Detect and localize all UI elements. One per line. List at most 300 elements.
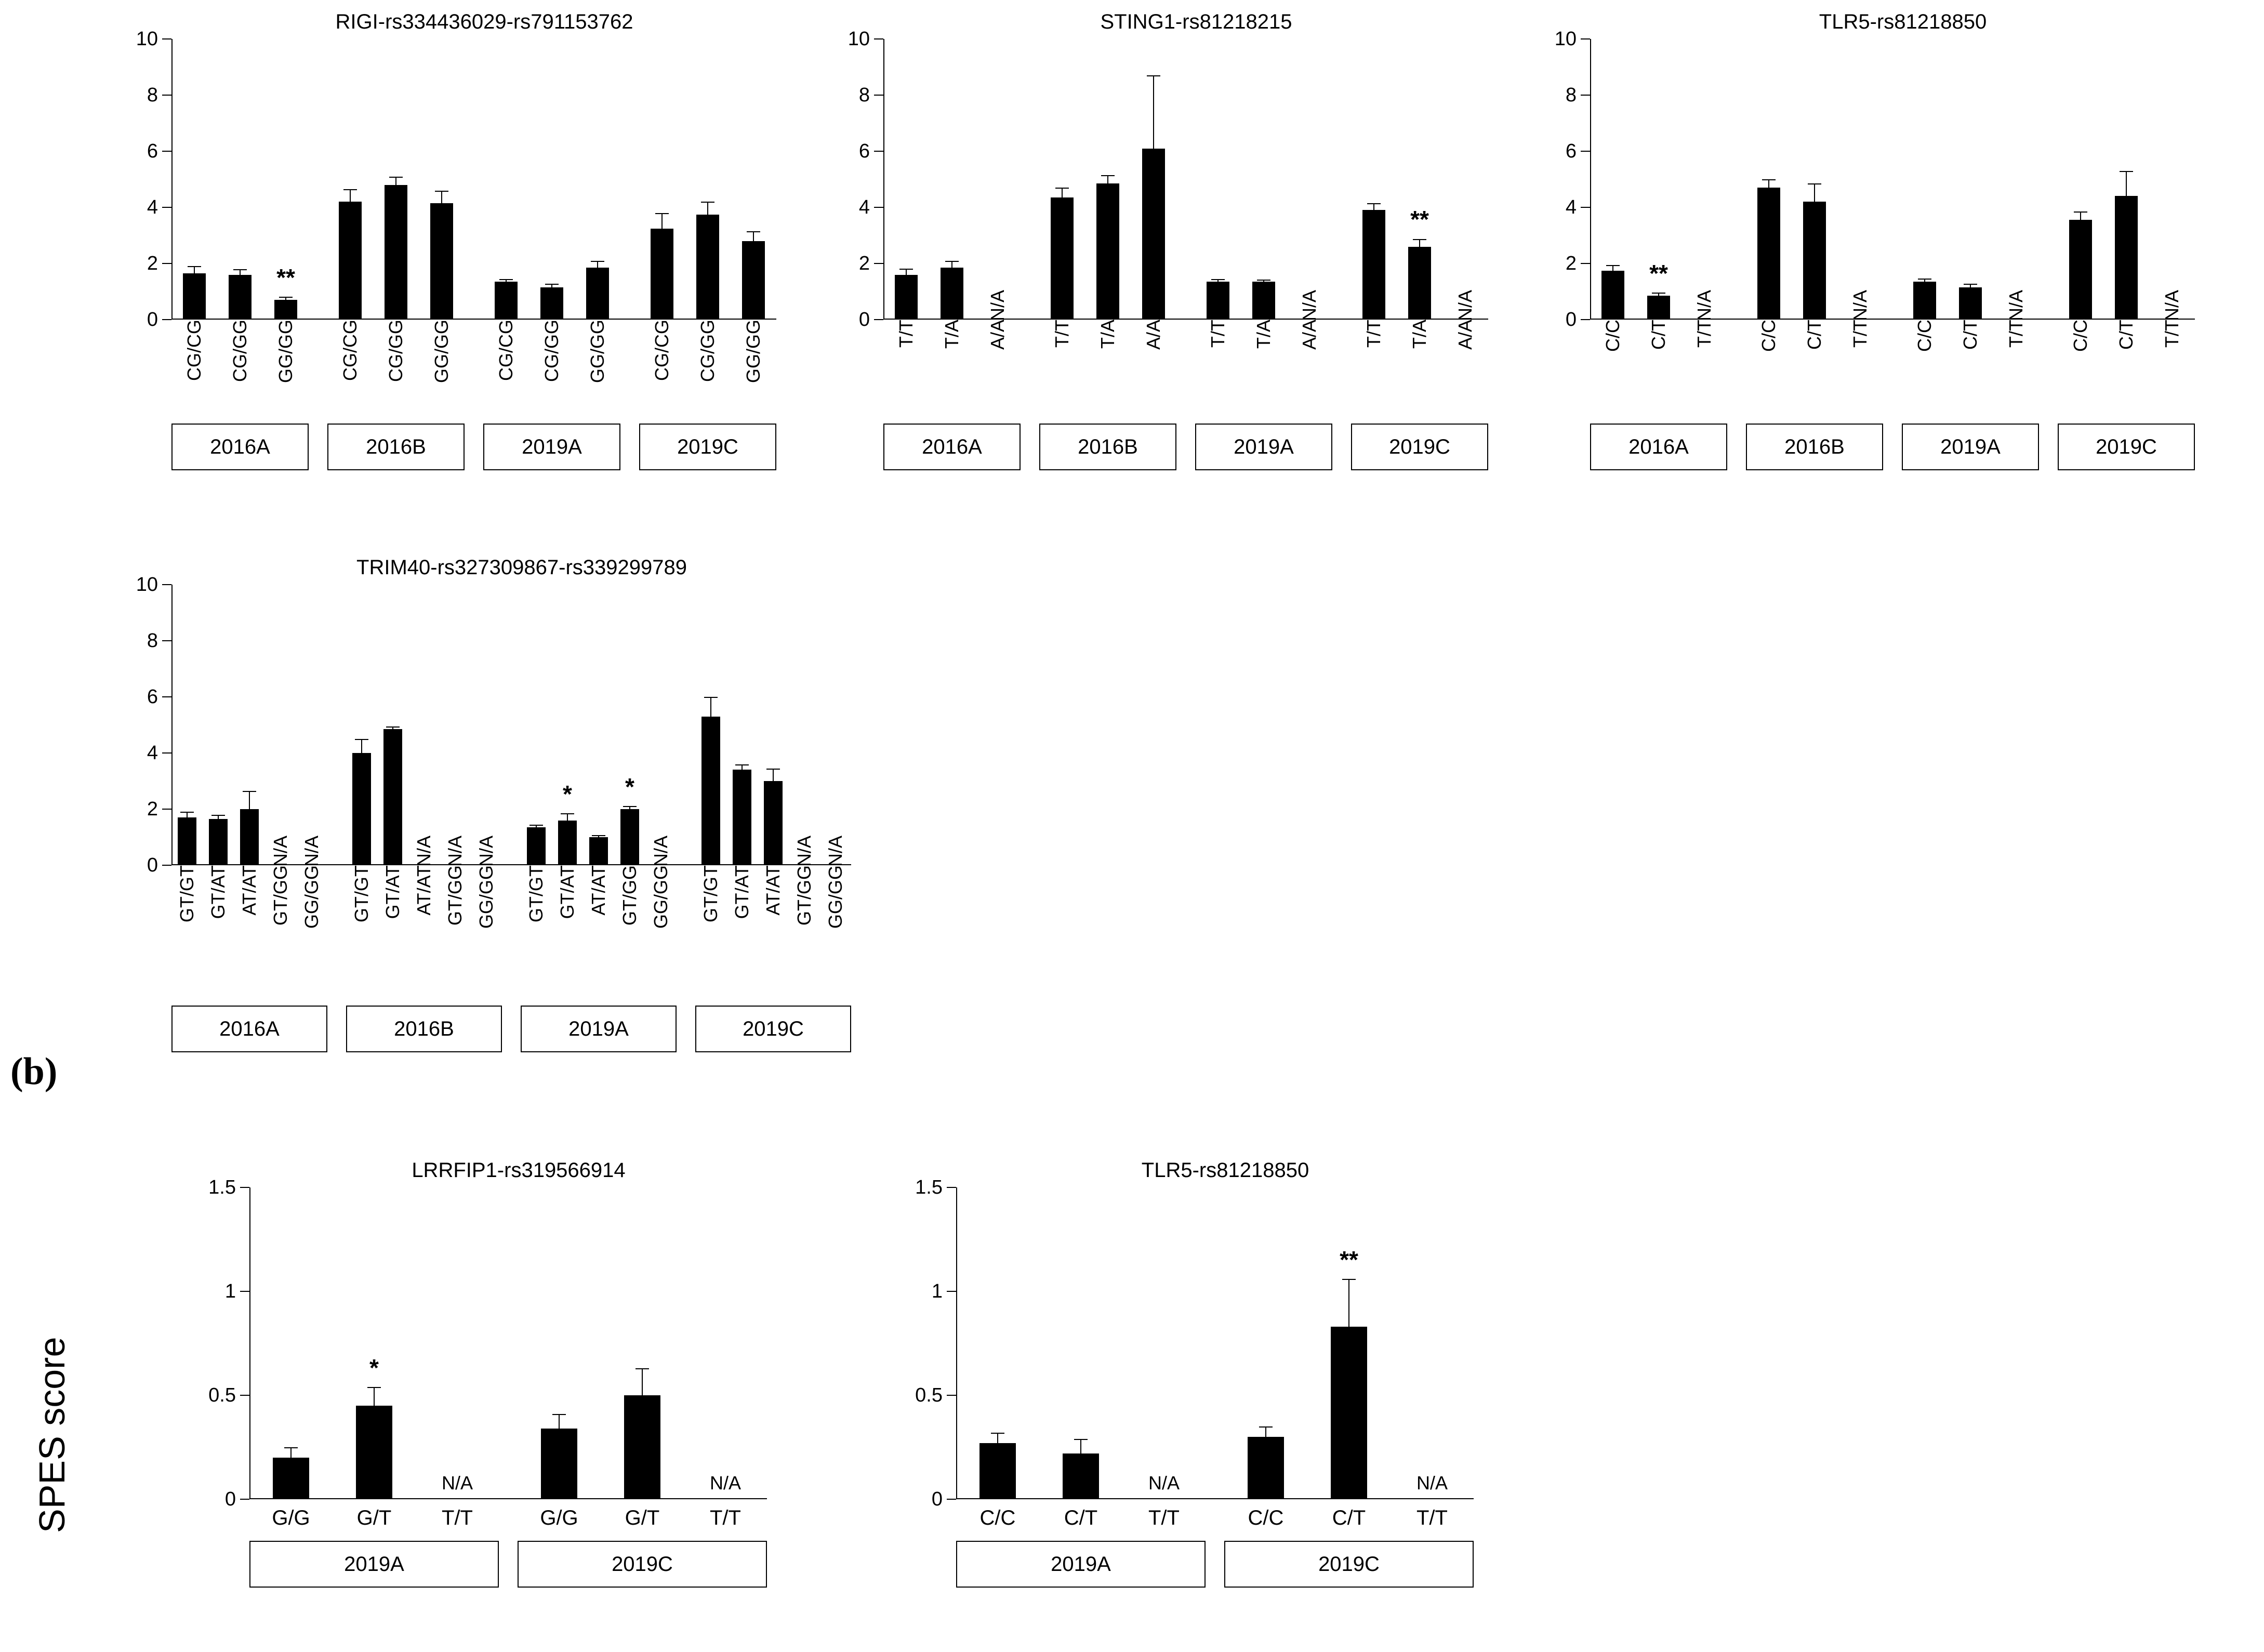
category-group [883, 320, 1021, 424]
category-group [1590, 320, 1727, 424]
y-tick-tlr5-top [1581, 319, 1590, 320]
category-label: C/T [2115, 320, 2137, 350]
bar-cell [1391, 1187, 1474, 1499]
bar-cell [1902, 39, 1948, 320]
bar [651, 229, 673, 320]
error-bar-cap [1259, 1426, 1273, 1428]
category-group [483, 320, 620, 424]
bar-cell [333, 1187, 416, 1499]
bar-cell [263, 39, 309, 320]
category-label: GT/GT [351, 865, 372, 922]
category-label: CG/CG [339, 320, 361, 381]
bars-row-tlr5-bottom [956, 1187, 1474, 1499]
error-bar [1265, 1426, 1266, 1437]
y-tick-label-tlr5-bottom: 1 [931, 1280, 943, 1302]
error-bar-cap [591, 261, 604, 262]
bar [624, 1395, 660, 1499]
bar [274, 300, 297, 320]
error-bar-cap [1367, 203, 1381, 204]
category-label-cell [1792, 320, 1837, 424]
y-tick-label-trim40: 10 [136, 574, 158, 596]
bar [696, 215, 719, 320]
bar [430, 203, 453, 320]
category-label: GT/GT [176, 865, 197, 922]
error-bar-cap [545, 284, 559, 285]
category-label: C/T [1064, 1506, 1098, 1529]
bar-cell [217, 39, 263, 320]
category-label: GG/GG [301, 865, 322, 929]
category-label-cell [416, 1499, 499, 1541]
category-label-cell [1442, 320, 1488, 424]
error-bar-cap [343, 189, 357, 190]
group-label-2016B: 2016B [346, 1006, 502, 1052]
bar-cell [203, 585, 234, 865]
category-label: AT/AT [413, 865, 434, 916]
y-tick-sting1 [874, 263, 883, 264]
significance-marker: ** [1649, 259, 1668, 287]
bar-cell [529, 39, 575, 320]
category-label-cell [1902, 320, 1948, 424]
na-label: N/A [650, 835, 671, 867]
group-label-2016B: 2016B [1746, 424, 1883, 470]
category-label-cell [263, 320, 309, 424]
bar [1959, 287, 1982, 320]
category-label: AT/AT [239, 865, 260, 916]
bar-cell [695, 585, 726, 865]
bar-cell [416, 1187, 499, 1499]
chart-panel-tlr5-bottom [915, 1159, 1536, 1588]
y-tick-label-tlr5-top: 2 [1565, 253, 1577, 274]
group-label-2019A: 2019A [956, 1541, 1206, 1588]
significance-marker: * [563, 781, 572, 808]
bar-cell [521, 585, 552, 865]
error-bar [1348, 1279, 1349, 1327]
y-tick-sting1 [874, 207, 883, 208]
group-label-2016A: 2016A [1590, 424, 1727, 470]
bar [383, 729, 402, 865]
category-label-cell [1224, 1499, 1307, 1541]
category-label-cell [614, 865, 645, 1006]
bar [178, 817, 196, 865]
error-bar [1768, 179, 1769, 188]
significance-marker: ** [276, 263, 295, 291]
category-group [346, 865, 502, 1006]
category-group [695, 865, 851, 1006]
error-bar [597, 261, 598, 268]
bar [495, 282, 518, 320]
chart-title-tlr5-bottom: TLR5-rs81218850 [1141, 1159, 1309, 1182]
bar-cell [2103, 39, 2149, 320]
error-bar-cap [1808, 183, 1821, 184]
category-label: GT/GG [619, 865, 640, 926]
y-tick-tlr5-top [1581, 95, 1590, 96]
error-bar-cap [233, 269, 247, 270]
y-tick-trim40 [162, 752, 171, 754]
plot-area-rigi [136, 28, 776, 331]
category-label-cell [1391, 1499, 1474, 1541]
na-label: N/A [825, 835, 846, 867]
significance-marker: ** [1340, 1246, 1358, 1273]
group-label-2019A: 2019A [1195, 424, 1332, 470]
error-bar-cap [623, 806, 637, 807]
category-label: GG/GG [743, 320, 764, 384]
bar [2115, 196, 2138, 320]
bar-cell [1224, 1187, 1307, 1499]
category-label-cell [1590, 320, 1636, 424]
category-label-cell [1307, 1499, 1391, 1541]
significance-marker: * [369, 1354, 379, 1381]
na-label: N/A [301, 835, 322, 867]
category-label: T/A [941, 320, 962, 349]
bar-cell [758, 585, 789, 865]
error-bar-cap [2074, 212, 2087, 213]
na-label: N/A [1416, 1472, 1448, 1494]
category-label-cell [217, 320, 263, 424]
bar [240, 809, 259, 865]
bar-cell [249, 1187, 333, 1499]
y-tick-label-trim40: 0 [147, 854, 158, 876]
bar-cell [2058, 39, 2103, 320]
category-label: T/A [1253, 320, 1274, 349]
category-label-cell [171, 320, 217, 424]
plot-area-tlr5-top [1554, 28, 2195, 331]
bar-cell [1195, 39, 1241, 320]
category-label-cell [521, 865, 552, 1006]
bar [2069, 220, 2092, 320]
y-tick-rigi [162, 95, 171, 96]
bar-group-2016B [1039, 39, 1176, 320]
bar-cell [327, 39, 373, 320]
bar-cell [265, 585, 296, 865]
na-label: N/A [1454, 289, 1476, 322]
category-label: G/T [356, 1506, 392, 1529]
error-bar-cap [1055, 188, 1069, 189]
error-bar [395, 177, 396, 185]
error-bar [361, 739, 362, 753]
category-label: GG/GG [587, 320, 608, 384]
error-bar-cap [1652, 293, 1665, 294]
bar-group-2016B [327, 39, 465, 320]
y-tick-label-sting1: 6 [858, 140, 870, 162]
y-tick-rigi [162, 207, 171, 208]
bar [1248, 1437, 1284, 1499]
error-bar-cap [747, 231, 760, 232]
bar-group-2019C [1224, 1187, 1474, 1499]
category-label-cell [377, 865, 408, 1006]
error-bar [997, 1433, 998, 1443]
category-label-cell [1993, 320, 2039, 424]
category-group [1039, 320, 1176, 424]
bar-cell [471, 585, 502, 865]
bar-cell [645, 585, 677, 865]
bar-cell [1085, 39, 1131, 320]
category-label: T/T [710, 1506, 741, 1529]
bar [339, 202, 362, 320]
bar-cell [731, 39, 776, 320]
error-bar-cap [243, 791, 256, 792]
category-label-cell [234, 865, 265, 1006]
plot-area-trim40 [136, 574, 851, 876]
error-bar-cap [945, 261, 959, 262]
category-label: CG/GG [385, 320, 406, 382]
error-bar [1373, 203, 1374, 210]
y-tick-lrrfip1 [240, 1499, 249, 1500]
bars-row-lrrfip1 [249, 1187, 767, 1499]
category-label: GT/GG [793, 865, 815, 926]
y-tick-label-rigi: 8 [147, 84, 158, 106]
y-tick-sting1 [874, 151, 883, 152]
bar [701, 717, 720, 865]
chart-panel-trim40 [136, 556, 913, 1052]
category-label-cell [1351, 320, 1397, 424]
y-tick-trim40 [162, 865, 171, 866]
category-label-cell [171, 865, 203, 1006]
y-tick-tlr5-bottom [947, 1291, 956, 1292]
y-tick-label-sting1: 4 [858, 196, 870, 218]
plot-area-sting1 [848, 28, 1488, 331]
y-tick-tlr5-bottom [947, 1187, 956, 1188]
chart-title-tlr5-top: TLR5-rs81218850 [1819, 10, 1987, 33]
category-label-cell [789, 865, 820, 1006]
y-tick-label-tlr5-top: 10 [1554, 28, 1577, 50]
error-bar [374, 1387, 375, 1406]
category-label-cell [684, 1499, 767, 1541]
bars-row-trim40 [171, 585, 851, 865]
y-tick-rigi [162, 263, 171, 264]
na-label: N/A [1299, 289, 1320, 322]
category-label: T/T [2161, 320, 2182, 348]
error-bar [441, 191, 442, 203]
bar-group-2016A [171, 585, 327, 865]
error-bar-cap [655, 213, 669, 214]
category-label: C/C [1248, 1506, 1284, 1529]
bar-cell [685, 39, 731, 320]
bar-cell [575, 39, 620, 320]
error-bar [661, 213, 663, 229]
bar [1757, 188, 1780, 320]
category-label-cell [1682, 320, 1727, 424]
y-tick-tlr5-top [1581, 263, 1590, 264]
na-label: N/A [441, 1472, 473, 1494]
chart-title-trim40: TRIM40-rs327309867-rs339299789 [356, 556, 687, 579]
y-tick-label-tlr5-bottom: 0 [931, 1488, 943, 1510]
category-label: C/T [1332, 1506, 1366, 1529]
bar-cell [1837, 39, 1883, 320]
category-label-cell [1837, 320, 1883, 424]
bar-cell [1792, 39, 1837, 320]
group-labels-tlr5-top [1590, 424, 2195, 470]
bar [541, 1429, 577, 1499]
group-label-2016A: 2016A [171, 1006, 327, 1052]
category-labels-lrrfip1 [249, 1499, 767, 1541]
y-tick-label-sting1: 8 [858, 84, 870, 106]
error-bar-cap [180, 812, 194, 813]
bar-cell [1122, 1187, 1206, 1499]
bar-cell [601, 1187, 684, 1499]
bar-group-2019A [1195, 39, 1332, 320]
group-labels-trim40 [171, 1006, 851, 1052]
error-bar-cap [701, 202, 714, 203]
category-label: CG/CG [651, 320, 672, 381]
y-tick-label-tlr5-top: 4 [1565, 196, 1577, 218]
bar-group-2016B [346, 585, 502, 865]
group-label-2019C: 2019C [1351, 424, 1488, 470]
y-tick-label-tlr5-top: 8 [1565, 84, 1577, 106]
category-label-cell [883, 320, 929, 424]
category-label: GG/GG [475, 865, 497, 929]
group-label-2016B: 2016B [1039, 424, 1176, 470]
category-label: C/C [1914, 320, 1935, 352]
na-label: N/A [1148, 1472, 1180, 1494]
category-label: G/G [540, 1506, 578, 1529]
category-label: C/C [1602, 320, 1623, 352]
error-bar [710, 697, 711, 717]
group-label-2019A: 2019A [1902, 424, 2039, 470]
category-label-cell [820, 865, 851, 1006]
bar-cell [1746, 39, 1792, 320]
na-label: N/A [2161, 289, 2182, 322]
bars-row-sting1 [883, 39, 1488, 320]
category-label-cell [645, 865, 677, 1006]
bar-cell [1287, 39, 1332, 320]
category-label: C/T [1960, 320, 1981, 350]
bar-cell [1039, 1187, 1122, 1499]
chart-title-lrrfip1: LRRFIP1-rs319566914 [412, 1159, 626, 1182]
error-bar [2080, 212, 2081, 220]
error-bar-cap [552, 1414, 566, 1415]
y-tick-label-trim40: 4 [147, 742, 158, 764]
bar [1051, 197, 1074, 320]
category-label-cell [929, 320, 975, 424]
y-tick-label-sting1: 0 [858, 309, 870, 331]
category-label-cell [1948, 320, 1993, 424]
error-bar-cap [2120, 171, 2133, 172]
bar [764, 781, 783, 865]
category-label: A/A [1454, 320, 1476, 350]
category-label-cell [1241, 320, 1287, 424]
category-label-cell [1287, 320, 1332, 424]
na-label: N/A [1693, 289, 1715, 322]
category-label: CG/GG [229, 320, 250, 382]
category-label-cell [1397, 320, 1442, 424]
bar-cell [1993, 39, 2039, 320]
bar-cell [614, 585, 645, 865]
bar-group-2019C [2058, 39, 2195, 320]
category-label: GT/GG [444, 865, 466, 926]
na-label: N/A [413, 835, 434, 867]
category-label-cell [529, 320, 575, 424]
category-label: AT/AT [588, 865, 609, 916]
category-label: C/T [1804, 320, 1825, 350]
category-label: T/T [1416, 1506, 1448, 1529]
bar [1331, 1327, 1367, 1499]
error-bar [350, 189, 351, 202]
bar [527, 827, 546, 865]
category-label: T/T [442, 1506, 473, 1529]
bar [356, 1406, 392, 1499]
error-bar-cap [1101, 175, 1115, 176]
category-label: GT/AT [207, 865, 229, 919]
category-label: CG/GG [541, 320, 562, 382]
category-group [1902, 320, 2039, 424]
bar-cell [726, 585, 758, 865]
category-label: T/T [2005, 320, 2027, 348]
error-bar-cap [1918, 279, 1931, 280]
category-label-cell [601, 1499, 684, 1541]
category-label: GT/GT [700, 865, 721, 922]
category-label-cell [695, 865, 726, 1006]
bar-cell [373, 39, 419, 320]
bar [1408, 247, 1431, 320]
bar [1252, 282, 1275, 320]
bar [1647, 296, 1670, 320]
error-bar [1080, 1439, 1081, 1453]
bar [1362, 210, 1385, 320]
error-bar-cap [279, 297, 293, 298]
bar [209, 819, 228, 865]
category-label: CG/CG [183, 320, 205, 381]
y-tick-tlr5-bottom [947, 1499, 956, 1500]
bar [733, 770, 751, 865]
category-group [1195, 320, 1332, 424]
y-tick-label-tlr5-top: 0 [1565, 309, 1577, 331]
y-tick-label-rigi: 4 [147, 196, 158, 218]
y-tick-tlr5-bottom [947, 1395, 956, 1396]
bar [1601, 271, 1624, 320]
bar-group-2019C [639, 39, 776, 320]
y-tick-lrrfip1 [240, 1395, 249, 1396]
y-tick-label-rigi: 2 [147, 253, 158, 274]
error-bar [951, 261, 952, 268]
y-tick-label-lrrfip1: 0.5 [208, 1384, 236, 1406]
category-label: GT/AT [557, 865, 578, 919]
category-label: GG/GG [650, 865, 671, 929]
error-bar-cap [1606, 265, 1620, 266]
error-bar [1107, 175, 1108, 183]
y-tick-label-lrrfip1: 1 [224, 1280, 236, 1302]
category-label: T/T [1051, 320, 1073, 348]
bar-cell [2149, 39, 2195, 320]
error-bar [2126, 171, 2127, 196]
category-label: T/T [1363, 320, 1384, 348]
bar-cell [956, 1187, 1039, 1499]
category-label: T/T [1148, 1506, 1180, 1529]
error-bar-cap [1257, 280, 1270, 281]
category-label-cell [583, 865, 614, 1006]
bar [620, 809, 639, 865]
category-label: CG/CG [495, 320, 517, 381]
category-labels-tlr5-top [1590, 320, 2195, 424]
chart-panel-lrrfip1 [208, 1159, 829, 1588]
group-label-2019C: 2019C [1224, 1541, 1474, 1588]
error-bar-cap [1964, 284, 1977, 285]
bar-cell [234, 585, 265, 865]
bar-group-2019A [249, 1187, 499, 1499]
y-tick-lrrfip1 [240, 1187, 249, 1188]
bar [742, 241, 765, 320]
bar [586, 268, 609, 320]
error-bar-cap [1413, 239, 1426, 240]
error-bar-cap [188, 266, 201, 267]
y-tick-rigi [162, 151, 171, 152]
error-bar-cap [355, 739, 368, 740]
category-labels-sting1 [883, 320, 1488, 424]
category-label-cell [1195, 320, 1241, 424]
na-label: N/A [987, 289, 1008, 322]
group-labels-sting1 [883, 424, 1488, 470]
bar-cell [552, 585, 583, 865]
y-tick-label-trim40: 6 [147, 686, 158, 708]
